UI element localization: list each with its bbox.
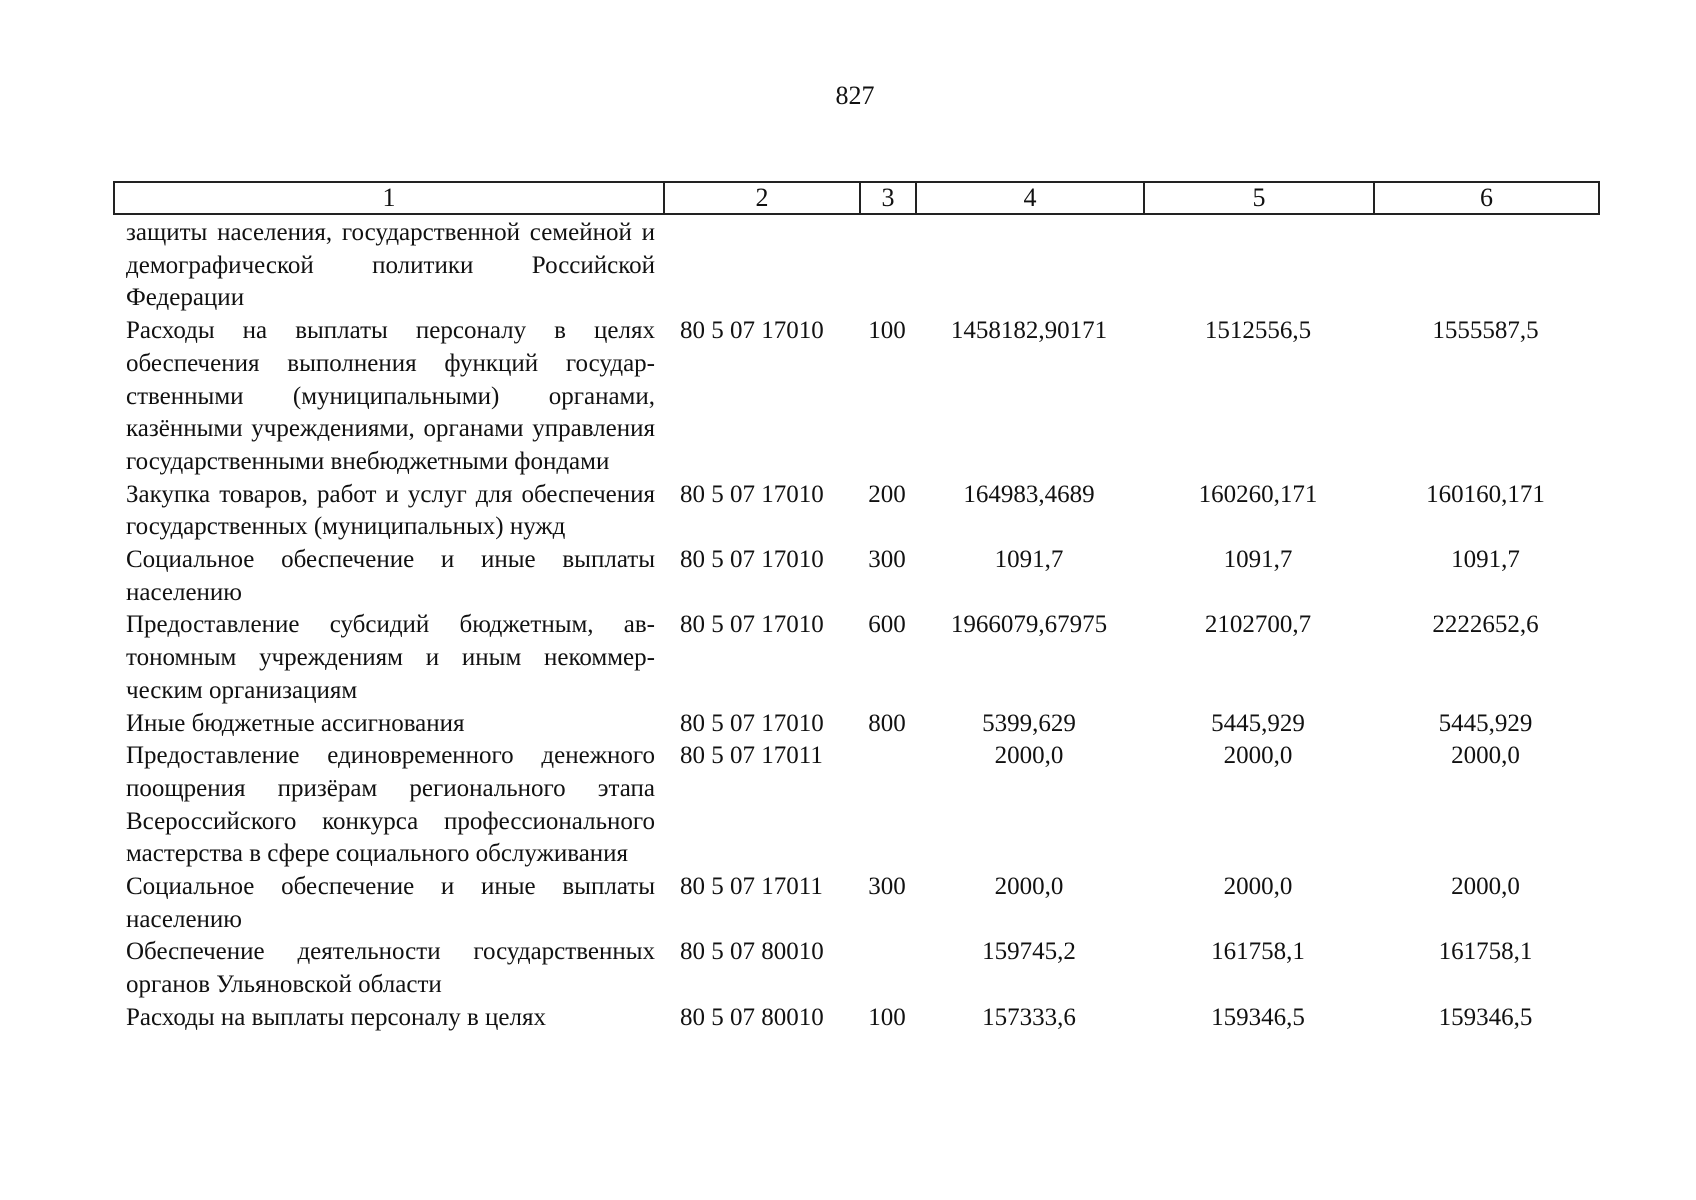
row-name: Социальное обеспечение и иные выплаты населению: [126, 873, 655, 933]
budget-table: [113, 217, 1598, 1035]
row-type: 200: [868, 480, 906, 508]
row-value-5: 1091,7: [1223, 546, 1293, 574]
row-type: 300: [868, 873, 906, 901]
row-type: 100: [868, 317, 906, 345]
row-code: 80 5 07 17011: [680, 873, 823, 901]
row-value-6: 2222652,6: [1432, 611, 1539, 639]
row-value-6: 2000,0: [1451, 873, 1520, 901]
row-code: 80 5 07 17010: [680, 709, 824, 737]
row-value-4: 159745,2: [982, 938, 1076, 966]
row-value-5: 5445,929: [1211, 709, 1305, 737]
row-value-5: 2000,0: [1223, 742, 1293, 770]
header-row: [114, 182, 1599, 214]
row-code: 80 5 07 17010: [680, 480, 824, 508]
row-value-5: 160260,171: [1198, 480, 1318, 508]
row-value-6: 2000,0: [1451, 742, 1520, 770]
row-value-5: [1143, 217, 1373, 315]
table-row: [113, 609, 1598, 707]
table-row: [113, 936, 1598, 1001]
header-col-5: 5: [1144, 182, 1374, 214]
row-value-6: [1373, 217, 1598, 315]
header-col-3: 3: [860, 182, 916, 214]
row-value-4: 2000,0: [994, 742, 1064, 770]
row-value-4: 1458182,90171: [950, 317, 1108, 345]
row-name: Иные бюджетные ассигнования: [126, 709, 465, 737]
row-value-4: 1966079,67975: [950, 611, 1108, 639]
table-row: [113, 544, 1598, 609]
header-col-2: 2: [664, 182, 860, 214]
table-row: [113, 1002, 1598, 1035]
row-type: [859, 740, 915, 871]
table-row: [113, 217, 1598, 315]
row-code: 80 5 07 80010: [680, 938, 824, 966]
row-type: 100: [868, 1003, 906, 1031]
row-value-4: 2000,0: [994, 873, 1064, 901]
row-value-6: 160160,171: [1426, 480, 1545, 508]
row-type: [859, 217, 915, 315]
row-code: 80 5 07 17010: [680, 546, 824, 574]
row-value-4: 164983,4689: [963, 480, 1095, 508]
row-name: Расходы на выплаты персоналу в целях: [126, 1003, 546, 1031]
table-row: [113, 740, 1598, 871]
row-value-6: 1555587,5: [1432, 317, 1539, 345]
row-value-4: 5399,629: [982, 709, 1076, 737]
header-col-4: 4: [916, 182, 1144, 214]
row-value-4: 1091,7: [994, 546, 1064, 574]
table-row: [113, 708, 1598, 741]
row-type: 600: [868, 611, 906, 639]
table-header: [113, 181, 1600, 215]
table-row: [113, 315, 1598, 479]
row-value-6: 161758,1: [1438, 938, 1533, 966]
row-name: защиты населения, государственной семейной и демографической политики Российской Федерации: [126, 219, 655, 312]
row-value-6: 5445,929: [1438, 709, 1533, 737]
table-row: [113, 479, 1598, 544]
row-name: Предоставление субсидий бюджетным, автономным учреждениям и иным некоммерческим организациям: [126, 611, 655, 704]
row-name: Расходы на выплаты персоналу в целях обеспечения выполнения функций государственными (муниципальными) органами, казёнными учреждениями, органами управления государственными внебюджетными фондами: [126, 317, 655, 475]
row-type: 800: [868, 709, 906, 737]
row-code: 80 5 07 80010: [680, 1003, 824, 1031]
header-col-1: 1: [114, 182, 664, 214]
page-number: 827: [835, 81, 875, 110]
row-value-5: 1512556,5: [1204, 317, 1312, 345]
row-value-6: 159346,5: [1438, 1003, 1533, 1031]
header-col-6: 6: [1374, 182, 1599, 214]
row-code: 80 5 07 17010: [680, 611, 824, 639]
row-name: Предоставление единовременного денежного поощрения призёрам регионального этапа Всероссийского конкурса профессионального мастерства в сфере социального обслуживания: [126, 742, 655, 868]
row-value-6: 1091,7: [1451, 546, 1520, 574]
row-name: Обеспечение деятельности государственных органов Ульяновской области: [126, 938, 655, 999]
row-code: [663, 217, 859, 315]
row-name: Социальное обеспечение и иные выплаты населению: [126, 546, 655, 606]
row-value-5: 2102700,7: [1204, 611, 1312, 639]
row-value-4: 157333,6: [982, 1003, 1076, 1031]
table-row: [113, 871, 1598, 936]
row-value-5: 159346,5: [1211, 1003, 1305, 1031]
row-code: 80 5 07 17010: [680, 317, 824, 345]
row-type: [859, 936, 915, 1001]
row-value-5: 2000,0: [1223, 873, 1293, 901]
row-value-5: 161758,1: [1211, 938, 1305, 966]
row-value-4: [915, 217, 1143, 315]
row-name: Закупка товаров, работ и услуг для обеспечения государственных (муниципальных) нужд: [126, 480, 655, 541]
row-code: 80 5 07 17011: [680, 742, 823, 770]
row-type: 300: [868, 546, 906, 574]
